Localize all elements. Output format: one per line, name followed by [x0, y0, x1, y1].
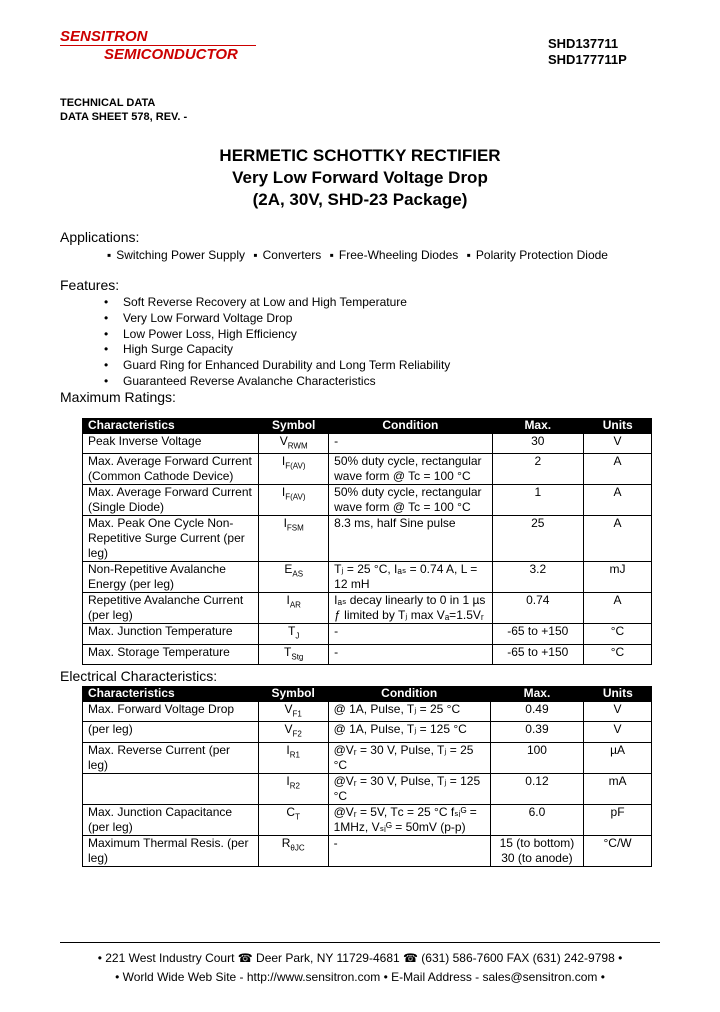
cell-symbol — [259, 562, 329, 593]
cell-unit: A — [583, 454, 651, 485]
symbol-subscript: F2 — [292, 729, 302, 739]
cell-symbol — [258, 722, 328, 742]
symbol-subscript: AS — [292, 569, 304, 579]
symbol-subscript: F(AV) — [285, 461, 306, 471]
feature-item: • Soft Reverse Recovery at Low and High Temperature — [104, 295, 450, 311]
cell-characteristic: Peak Inverse Voltage — [83, 434, 259, 454]
cell-unit: °C/W — [584, 835, 652, 866]
cell-unit: V — [583, 434, 651, 454]
cell-symbol — [259, 516, 329, 562]
cell-max: -65 to +150 — [492, 644, 583, 664]
table-row — [83, 562, 652, 593]
symbol-subscript: Stg — [291, 652, 304, 662]
feature-item: • Very Low Forward Voltage Drop — [104, 311, 450, 327]
header-characteristics: Characteristics — [83, 686, 259, 702]
cell-characteristic: Max. Peak One Cycle Non-Repetitive Surge Current (per leg) — [83, 516, 259, 562]
part-number-2: SHD177711P — [548, 52, 627, 67]
cell-characteristic — [83, 773, 259, 804]
application-item: Free-Wheeling Diodes — [338, 248, 459, 262]
cell-unit: A — [583, 485, 651, 516]
cell-symbol — [259, 454, 329, 485]
cell-max: 0.49 — [490, 702, 583, 722]
table-row — [83, 624, 652, 644]
feature-item: • High Surge Capacity — [104, 342, 450, 358]
cell-unit: A — [583, 593, 651, 624]
cell-characteristic: Max. Junction Temperature — [83, 624, 259, 644]
table-row — [83, 773, 652, 804]
header-max: Max. — [490, 686, 583, 702]
application-item: Polarity Protection Diode — [475, 248, 608, 262]
cell-characteristic: Max. Average Forward Current (Single Diode) — [83, 485, 259, 516]
header-units: Units — [584, 686, 652, 702]
cell-characteristic: Non-Repetitive Avalanche Energy (per leg) — [83, 562, 259, 593]
bullet-icon: ▪ — [253, 248, 258, 262]
symbol-letter: T — [288, 624, 296, 639]
cell-condition: 8.3 ms, half Sine pulse — [329, 516, 492, 562]
part-number-1: SHD137711 — [548, 36, 619, 51]
table-row — [83, 644, 652, 664]
logo-line-2: SEMICONDUCTOR — [104, 46, 238, 63]
symbol-letter: E — [284, 562, 293, 577]
subtitle-2: (2A, 30V, SHD-23 Package) — [252, 190, 468, 209]
cell-characteristic: Max. Forward Voltage Drop — [83, 702, 259, 722]
cell-max: 25 — [492, 516, 583, 562]
cell-max: 0.12 — [490, 773, 583, 804]
cell-max: 1 — [492, 485, 583, 516]
header-condition: Condition — [328, 686, 490, 702]
cell-unit: mJ — [583, 562, 651, 593]
symbol-subscript: R2 — [289, 781, 300, 791]
table-header-row — [83, 418, 652, 434]
feature-item: • Low Power Loss, High Efficiency — [104, 327, 450, 343]
cell-max: 30 — [492, 434, 583, 454]
symbol-subscript: R1 — [289, 750, 300, 760]
bullet-icon: ▪ — [107, 248, 112, 262]
cell-symbol — [258, 742, 328, 773]
symbol-subscript: AR — [289, 600, 301, 610]
part-numbers — [548, 36, 627, 68]
cell-condition: 50% duty cycle, rectangular wave form @ Tc = 100 °C — [329, 485, 492, 516]
table-row — [83, 722, 652, 742]
symbol-letter: C — [286, 804, 296, 819]
symbol-letter: I — [283, 516, 287, 531]
applications-list — [102, 248, 608, 262]
cell-symbol — [259, 485, 329, 516]
symbol-subscript: T — [295, 812, 300, 822]
cell-characteristic: Max. Reverse Current (per leg) — [83, 742, 259, 773]
cell-unit: A — [583, 516, 651, 562]
symbol-subscript: FSM — [286, 523, 304, 533]
cell-condition: @Vᵣ = 5V, Tᴄ = 25 °C fₛᵢᴳ = 1MHz, Vₛᵢᴳ = 50mV (p-p) — [328, 804, 490, 835]
symbol-subscript: RWM — [287, 441, 308, 451]
cell-unit: µA — [584, 742, 652, 773]
cell-max: 3.2 — [492, 562, 583, 593]
cell-symbol — [258, 773, 328, 804]
cell-characteristic: Repetitive Avalanche Current (per leg) — [83, 593, 259, 624]
table-row — [83, 485, 652, 516]
electrical-heading: Electrical Characteristics: — [60, 668, 218, 684]
symbol-letter: V — [279, 434, 288, 448]
cell-symbol — [258, 702, 328, 722]
cell-unit: V — [584, 722, 652, 742]
cell-condition: - — [328, 835, 490, 866]
technical-data-label: TECHNICAL DATA — [60, 97, 156, 109]
electrical-table — [82, 686, 652, 867]
symbol-letter: I — [286, 593, 290, 608]
cell-unit: °C — [583, 624, 651, 644]
application-item: Switching Power Supply — [116, 248, 245, 262]
header-condition: Condition — [329, 418, 492, 434]
cell-condition: @Vᵣ = 30 V, Pulse, Tⱼ = 25 °C — [328, 742, 490, 773]
cell-unit: °C — [583, 644, 651, 664]
symbol-letter: V — [284, 702, 293, 716]
cell-symbol — [259, 644, 329, 664]
bullet-icon: ▪ — [329, 248, 334, 262]
cell-symbol — [259, 434, 329, 454]
feature-item: • Guaranteed Reverse Avalanche Characteristics — [104, 374, 450, 390]
cell-condition: @Vᵣ = 30 V, Pulse, Tⱼ = 125 °C — [328, 773, 490, 804]
subtitle-1: Very Low Forward Voltage Drop — [232, 168, 488, 187]
header-characteristics: Characteristics — [83, 418, 259, 434]
table-row — [83, 516, 652, 562]
symbol-letter: I — [281, 485, 286, 500]
header-max: Max. — [492, 418, 583, 434]
cell-max: -65 to +150 — [492, 624, 583, 644]
cell-unit: mA — [584, 773, 652, 804]
footer-divider — [60, 942, 660, 943]
main-title: HERMETIC SCHOTTKY RECTIFIER — [219, 146, 501, 165]
cell-condition: - — [329, 624, 492, 644]
symbol-letter: T — [284, 644, 292, 659]
cell-symbol — [258, 804, 328, 835]
application-item: Converters — [262, 248, 322, 262]
header-symbol: Symbol — [258, 686, 328, 702]
cell-symbol — [258, 835, 328, 866]
cell-symbol — [259, 624, 329, 644]
symbol-subscript: J — [295, 631, 300, 641]
data-sheet-revision: DATA SHEET 578, REV. - — [60, 111, 188, 123]
features-list — [104, 295, 450, 390]
table-header-row — [83, 686, 652, 702]
cell-characteristic: Max. Storage Temperature — [83, 644, 259, 664]
cell-max: 6.0 — [490, 804, 583, 835]
table-row — [83, 742, 652, 773]
max-ratings-heading: Maximum Ratings: — [60, 389, 176, 405]
symbol-letter: I — [281, 454, 286, 469]
table-row — [83, 835, 652, 866]
cell-max: 15 (to bottom) 30 (to anode) — [490, 835, 583, 866]
footer — [0, 949, 720, 987]
cell-condition: @ 1A, Pulse, Tⱼ = 125 °C — [328, 722, 490, 742]
cell-characteristic: Max. Junction Capacitance (per leg) — [83, 804, 259, 835]
symbol-letter: R — [281, 835, 291, 850]
symbol-letter: I — [286, 773, 290, 788]
cell-condition: 50% duty cycle, rectangular wave form @ Tc = 100 °C — [329, 454, 492, 485]
symbol-letter: I — [286, 742, 290, 757]
technical-data — [60, 96, 187, 124]
cell-condition: Iₐₛ decay linearly to 0 in 1 µs ƒ limited by Tⱼ max Vₐ=1.5Vᵣ — [329, 593, 492, 624]
cell-symbol — [259, 593, 329, 624]
header-symbol: Symbol — [259, 418, 329, 434]
max-ratings-table — [82, 418, 652, 665]
table-row — [83, 434, 652, 454]
cell-max: 2 — [492, 454, 583, 485]
applications-heading: Applications: — [60, 229, 140, 245]
features-heading: Features: — [60, 277, 120, 293]
cell-characteristic: Max. Average Forward Current (Common Cathode Device) — [83, 454, 259, 485]
logo-line-1: SENSITRON — [60, 28, 256, 46]
cell-unit: pF — [584, 804, 652, 835]
cell-max: 0.39 — [490, 722, 583, 742]
cell-condition: Tⱼ = 25 °C, Iₐₛ = 0.74 A, L = 12 mH — [329, 562, 492, 593]
bullet-icon: ▪ — [466, 248, 471, 262]
table-row — [83, 804, 652, 835]
cell-characteristic: Maximum Thermal Resis. (per leg) — [83, 835, 259, 866]
company-logo — [60, 28, 260, 64]
symbol-letter: V — [284, 722, 293, 737]
table-row — [83, 593, 652, 624]
table-row — [83, 454, 652, 485]
footer-address: • 221 West Industry Court ☎ Deer Park, NY 11729-4681 ☎ (631) 586-7600 FAX (631) 242-9798 • — [97, 951, 623, 965]
feature-item: • Guard Ring for Enhanced Durability and Long Term Reliability — [104, 358, 450, 374]
cell-condition: @ 1A, Pulse, Tⱼ = 25 °C — [328, 702, 490, 722]
cell-max: 0.74 — [492, 593, 583, 624]
footer-web: • World Wide Web Site - http://www.sensitron.com • E-Mail Address - sales@sensitron.com • — [115, 970, 605, 984]
cell-characteristic: (per leg) — [83, 722, 259, 742]
cell-condition: - — [329, 434, 492, 454]
cell-condition: - — [329, 644, 492, 664]
symbol-subscript: F(AV) — [285, 492, 306, 502]
cell-max: 100 — [490, 742, 583, 773]
symbol-subscript: θJC — [290, 843, 305, 853]
table-row — [83, 702, 652, 722]
cell-unit: V — [584, 702, 652, 722]
header-units: Units — [583, 418, 651, 434]
symbol-subscript: F1 — [292, 709, 302, 719]
document-titles — [0, 145, 720, 211]
